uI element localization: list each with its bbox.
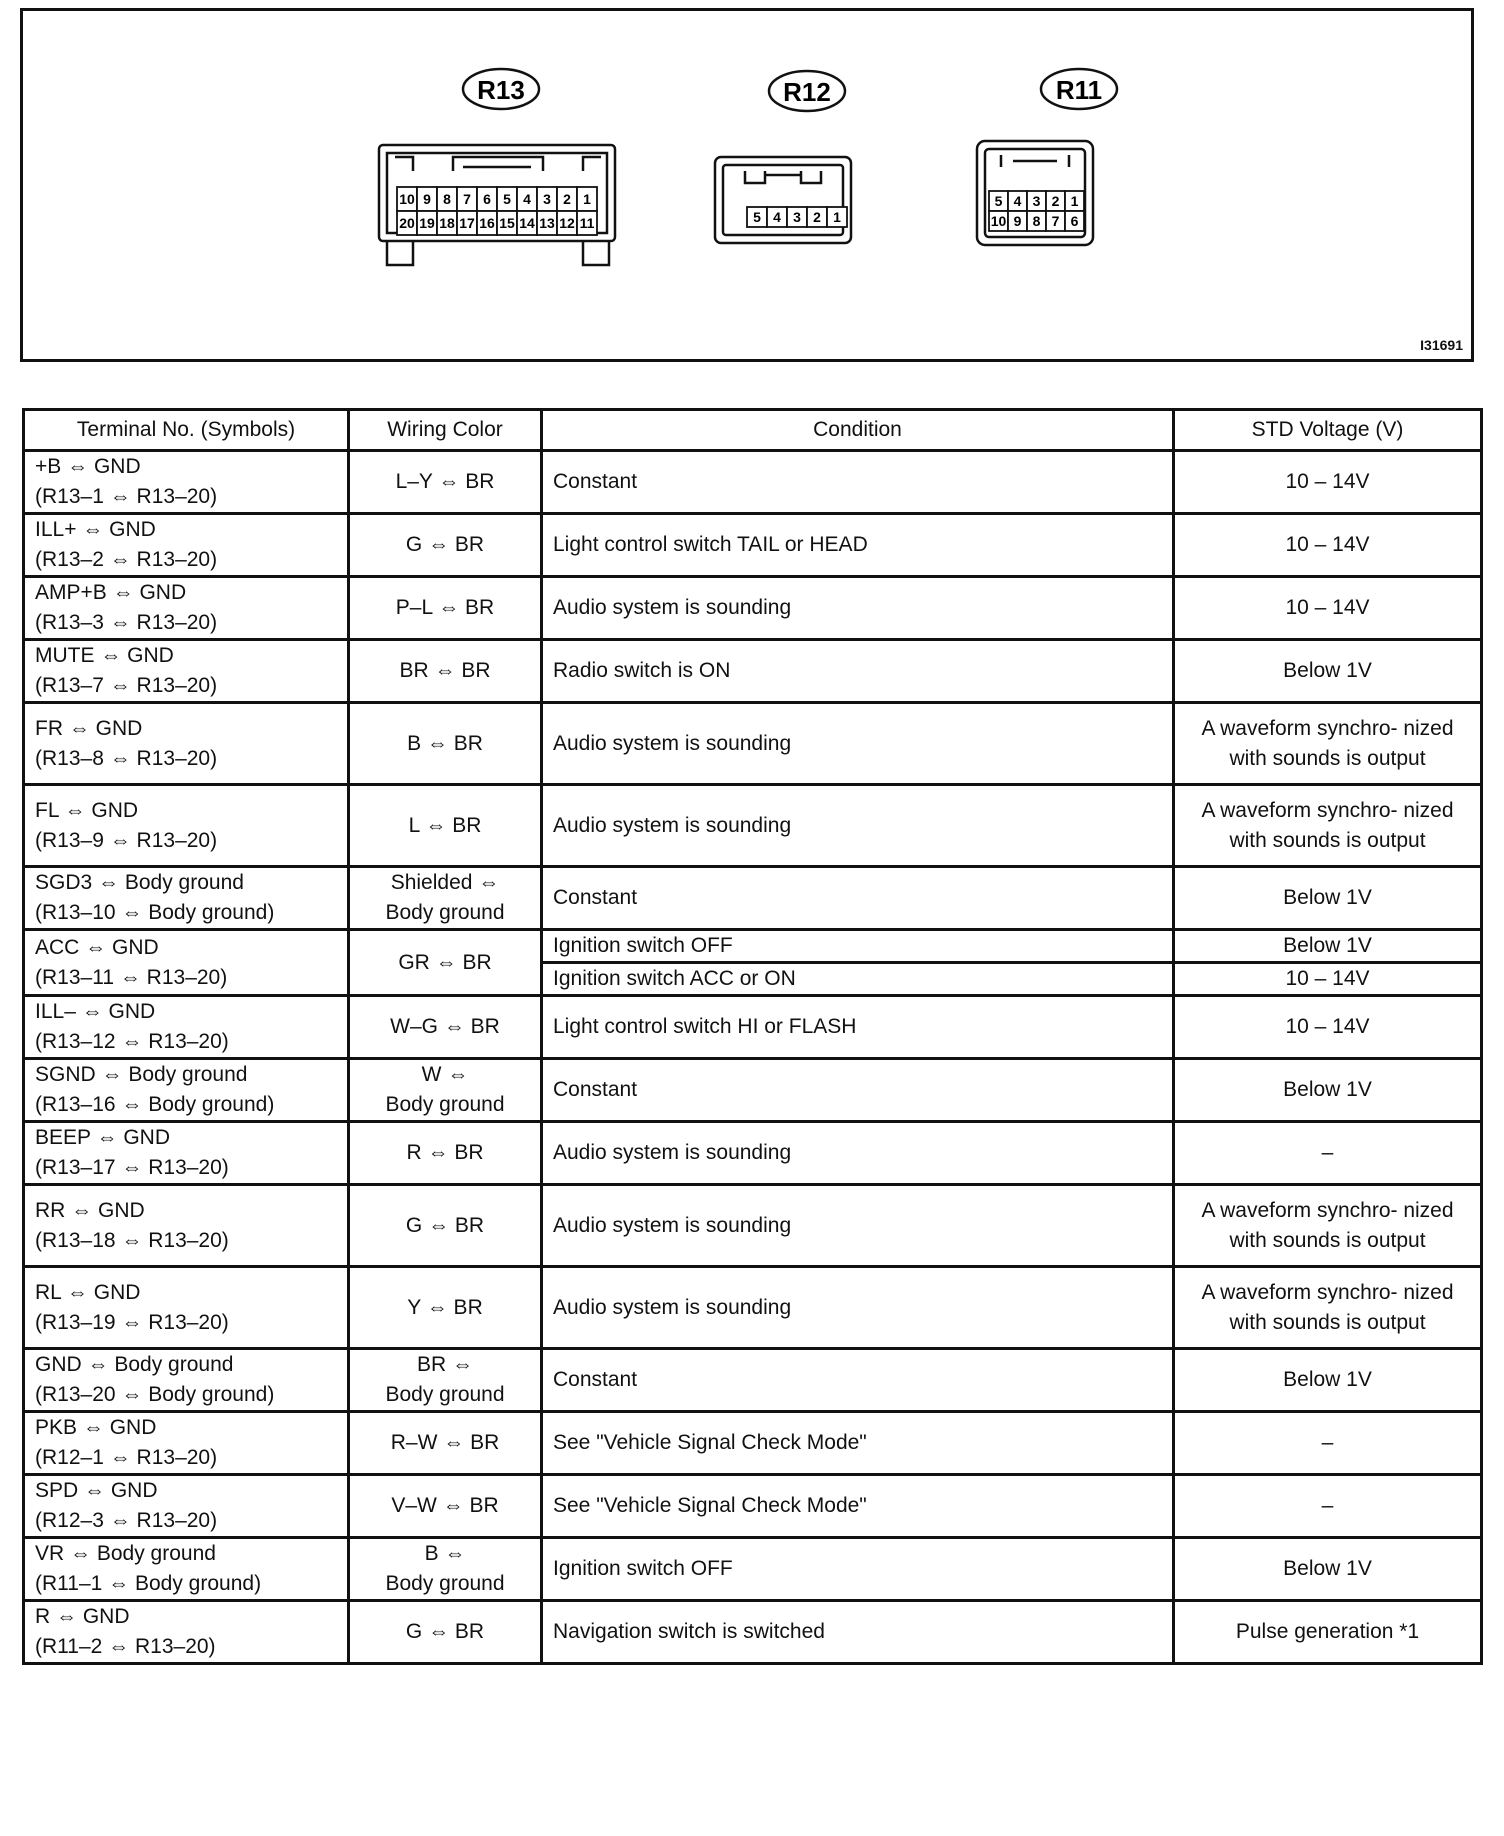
pin-number: 3 (793, 209, 801, 225)
pin-number: 8 (1032, 213, 1041, 229)
terminal-symbols: MUTE ⇔ GND (35, 644, 174, 667)
std-voltage-cell: – (1174, 1475, 1482, 1538)
pin-number: 6 (1070, 213, 1079, 229)
wiring-color: V–W ⇔ BR (391, 1494, 499, 1517)
terminal-cell (24, 451, 349, 514)
table-row (24, 1267, 1482, 1349)
pin-number: 12 (559, 215, 575, 231)
terminal-symbols: VR ⇔ Body ground (35, 1542, 216, 1565)
wiring-color-cell (349, 1538, 542, 1601)
wiring-color: R ⇔ BR (406, 1141, 484, 1164)
connector-figure (20, 8, 1474, 362)
terminal-numbers: (R13–20 ⇔ Body ground) (35, 1383, 275, 1406)
pin-number: 14 (519, 215, 535, 231)
condition-cell: Audio system is sounding (542, 1122, 1174, 1185)
table-row (24, 1122, 1482, 1185)
terminal-cell (24, 640, 349, 703)
condition-cell: Ignition switch OFF (542, 1538, 1174, 1601)
std-voltage-cell: A waveform synchro- nized with sounds is output (1174, 785, 1482, 867)
pin-number: 15 (499, 215, 515, 231)
pin-number: 20 (399, 215, 415, 231)
pin-number: 9 (423, 191, 431, 207)
terminal-symbols: ILL+ ⇔ GND (35, 518, 156, 541)
table-row (24, 1412, 1482, 1475)
terminal-numbers: (R13–11 ⇔ R13–20) (35, 965, 228, 989)
wiring-color: W–G ⇔ BR (390, 1015, 500, 1038)
pin-number: 3 (1032, 193, 1041, 209)
condition-cell: Audio system is sounding (542, 1185, 1174, 1267)
r13-label-text: R13 (477, 75, 525, 105)
pin-number: 6 (483, 191, 491, 207)
table-row (24, 996, 1482, 1059)
table-row (24, 1349, 1482, 1412)
condition-cell: Audio system is sounding (542, 1267, 1174, 1349)
std-voltage-cell: Below 1V (1174, 1059, 1482, 1122)
wiring-color: Y ⇔ BR (407, 1295, 483, 1319)
terminal-numbers: (R13–1 ⇔ R13–20) (35, 485, 218, 508)
connector-diagram (23, 11, 1471, 359)
pin-number: 1 (1070, 193, 1079, 209)
terminal-numbers: (R13–16 ⇔ Body ground) (35, 1093, 275, 1116)
std-voltage-cell: Below 1V (1174, 930, 1482, 963)
wiring-color-cell (349, 867, 542, 930)
terminal-cell (24, 785, 349, 867)
table-body (24, 451, 1482, 1664)
pin-number: 3 (543, 191, 551, 207)
terminal-cell (24, 1122, 349, 1185)
wiring-color: B ⇔ BR (407, 731, 483, 755)
pin-number: 13 (539, 215, 555, 231)
pin-number: 10 (990, 213, 1007, 229)
pin-number: 5 (503, 191, 511, 207)
condition-cell: See "Vehicle Signal Check Mode" (542, 1475, 1174, 1538)
terminal-cell (24, 577, 349, 640)
terminal-numbers: (R13–2 ⇔ R13–20) (35, 548, 218, 571)
wiring-color-cell (349, 1122, 542, 1185)
condition-cell: Constant (542, 1059, 1174, 1122)
std-voltage-cell: 10 – 14V (1174, 963, 1482, 996)
terminal-cell (24, 1059, 349, 1122)
pin-number: 2 (563, 191, 571, 207)
wiring-color: BR ⇔ BR (399, 659, 491, 682)
wiring-color-cell (349, 1412, 542, 1475)
terminal-cell (24, 703, 349, 785)
r12-label-text: R12 (783, 77, 831, 107)
condition-cell: Audio system is sounding (542, 785, 1174, 867)
wiring-color-line2: Body ground (385, 901, 505, 924)
std-voltage-cell: 10 – 14V (1174, 514, 1482, 577)
r13-label (463, 69, 539, 109)
terminal-numbers: (R13–18 ⇔ R13–20) (35, 1228, 229, 1252)
terminal-numbers: (R13–3 ⇔ R13–20) (35, 611, 218, 634)
std-voltage-cell: A waveform synchro- nized with sounds is output (1174, 1267, 1482, 1349)
table-row (24, 640, 1482, 703)
terminal-numbers: (R13–12 ⇔ R13–20) (35, 1030, 229, 1053)
pin-number: 17 (459, 215, 475, 231)
pin-number: 7 (1051, 213, 1060, 229)
terminal-symbols: RL ⇔ GND (35, 1280, 141, 1304)
r12-pin-grid (747, 207, 847, 227)
wiring-color: W ⇔ (421, 1063, 469, 1086)
table-row (24, 703, 1482, 785)
terminal-symbols: FR ⇔ GND (35, 716, 143, 740)
wiring-color-line2: Body ground (385, 1093, 505, 1116)
std-voltage-cell: 10 – 14V (1174, 451, 1482, 514)
wiring-color: GR ⇔ BR (398, 950, 492, 974)
condition-cell: Light control switch HI or FLASH (542, 996, 1174, 1059)
wiring-color-cell (349, 785, 542, 867)
wiring-color-cell (349, 1601, 542, 1664)
r12-connector (715, 157, 851, 243)
terminal-numbers: (R13–17 ⇔ R13–20) (35, 1156, 229, 1179)
terminal-symbols: R ⇔ GND (35, 1605, 130, 1628)
condition-cell: Ignition switch OFF (542, 930, 1174, 963)
header-condition: Condition (542, 410, 1174, 451)
condition-cell: Audio system is sounding (542, 577, 1174, 640)
table-header-row (24, 410, 1482, 451)
table-row (24, 1601, 1482, 1664)
condition-cell: Audio system is sounding (542, 703, 1174, 785)
table-row (24, 1538, 1482, 1601)
header-terminal: Terminal No. (Symbols) (24, 410, 349, 451)
std-voltage-cell: Below 1V (1174, 867, 1482, 930)
wiring-color-cell (349, 451, 542, 514)
r11-label (1041, 69, 1117, 109)
wiring-color: P–L ⇔ BR (395, 596, 495, 619)
pin-number: 5 (753, 209, 761, 225)
r13-pin-grid (397, 187, 597, 235)
figure-id: I31691 (1420, 337, 1463, 353)
wiring-color-cell (349, 996, 542, 1059)
terminal-symbols: PKB ⇔ GND (35, 1416, 157, 1439)
wiring-color-cell (349, 514, 542, 577)
wiring-color-cell (349, 1267, 542, 1349)
header-std-voltage: STD Voltage (V) (1174, 410, 1482, 451)
std-voltage-cell: Below 1V (1174, 640, 1482, 703)
condition-cell: Constant (542, 867, 1174, 930)
condition-cell: Constant (542, 1349, 1174, 1412)
wiring-color-line2: Body ground (385, 1572, 505, 1595)
terminal-numbers: (R11–1 ⇔ Body ground) (35, 1572, 262, 1595)
pin-number: 2 (1051, 193, 1060, 209)
terminal-symbols: ILL– ⇔ GND (35, 1000, 156, 1023)
condition-cell: Ignition switch ACC or ON (542, 963, 1174, 996)
wiring-color-cell (349, 577, 542, 640)
terminal-numbers: (R13–19 ⇔ R13–20) (35, 1310, 229, 1334)
terminal-cell (24, 1267, 349, 1349)
wiring-color: G ⇔ BR (405, 533, 485, 556)
terminal-symbols: GND ⇔ Body ground (35, 1353, 234, 1376)
terminal-cell (24, 1349, 349, 1412)
r11-label-text: R11 (1055, 75, 1103, 105)
std-voltage-cell: A waveform synchro- nized with sounds is output (1174, 1185, 1482, 1267)
terminal-cell (24, 1538, 349, 1601)
terminal-numbers: (R12–3 ⇔ R13–20) (35, 1509, 218, 1532)
std-voltage-cell: 10 – 14V (1174, 577, 1482, 640)
terminal-cell (24, 930, 349, 996)
pin-number: 7 (463, 191, 471, 207)
table-row (24, 1059, 1482, 1122)
condition-cell: Navigation switch is switched (542, 1601, 1174, 1664)
pin-number: 4 (773, 209, 781, 225)
wiring-color-cell (349, 1059, 542, 1122)
header-wiring-color: Wiring Color (349, 410, 542, 451)
std-voltage-cell: 10 – 14V (1174, 996, 1482, 1059)
condition-cell: Constant (542, 451, 1174, 514)
table-row (24, 867, 1482, 930)
table-row (24, 451, 1482, 514)
terminal-symbols: SGND ⇔ Body ground (35, 1063, 248, 1086)
wiring-color-cell (349, 1185, 542, 1267)
pin-number: 9 (1013, 213, 1022, 229)
table-row (24, 785, 1482, 867)
wiring-color: G ⇔ BR (405, 1213, 485, 1237)
table-row (24, 930, 1482, 963)
std-voltage-cell: – (1174, 1412, 1482, 1475)
pin-number: 10 (399, 191, 415, 207)
table-row (24, 1475, 1482, 1538)
terminal-numbers: (R12–1 ⇔ R13–20) (35, 1446, 218, 1469)
pin-number: 1 (833, 209, 841, 225)
terminal-symbols: +B ⇔ GND (35, 455, 141, 478)
r11-pin-grid (989, 191, 1084, 231)
wiring-color: G ⇔ BR (405, 1620, 485, 1643)
terminal-cell (24, 514, 349, 577)
pin-number: 18 (439, 215, 455, 231)
pin-number: 1 (583, 191, 591, 207)
terminal-table (22, 408, 1483, 1665)
terminal-numbers: (R13–10 ⇔ Body ground) (35, 901, 275, 924)
terminal-cell (24, 996, 349, 1059)
terminal-symbols: SGD3 ⇔ Body ground (35, 871, 244, 894)
terminal-symbols: RR ⇔ GND (35, 1198, 145, 1222)
wiring-color-cell (349, 1349, 542, 1412)
wiring-color: B ⇔ (424, 1542, 466, 1565)
terminal-numbers: (R13–7 ⇔ R13–20) (35, 674, 218, 697)
condition-cell: Light control switch TAIL or HEAD (542, 514, 1174, 577)
terminal-cell (24, 1601, 349, 1664)
pin-number: 4 (1013, 193, 1022, 209)
condition-cell: See "Vehicle Signal Check Mode" (542, 1412, 1174, 1475)
r12-label (769, 71, 845, 111)
pin-number: 8 (443, 191, 451, 207)
std-voltage-cell: Below 1V (1174, 1538, 1482, 1601)
table-row (24, 1185, 1482, 1267)
wiring-color-cell (349, 703, 542, 785)
pin-number: 11 (579, 215, 595, 231)
wiring-color: L–Y ⇔ BR (395, 470, 495, 493)
terminal-numbers: (R11–2 ⇔ R13–20) (35, 1635, 216, 1658)
wiring-color-cell (349, 1475, 542, 1538)
terminal-cell (24, 867, 349, 930)
terminal-cell (24, 1185, 349, 1267)
pin-number: 2 (813, 209, 821, 225)
terminal-symbols: ACC ⇔ GND (35, 935, 159, 959)
condition-cell: Radio switch is ON (542, 640, 1174, 703)
table-row (24, 514, 1482, 577)
terminal-symbols: SPD ⇔ GND (35, 1479, 158, 1502)
std-voltage-cell: Below 1V (1174, 1349, 1482, 1412)
std-voltage-cell: – (1174, 1122, 1482, 1185)
wiring-color-cell (349, 930, 542, 996)
terminal-symbols: FL ⇔ GND (35, 798, 139, 822)
pin-number: 19 (419, 215, 435, 231)
terminal-cell (24, 1475, 349, 1538)
terminal-symbols: AMP+B ⇔ GND (35, 581, 187, 604)
pin-number: 16 (479, 215, 495, 231)
table-row (24, 577, 1482, 640)
terminal-numbers: (R13–9 ⇔ R13–20) (35, 828, 218, 852)
wiring-color-cell (349, 640, 542, 703)
terminal-cell (24, 1412, 349, 1475)
pin-number: 4 (523, 191, 531, 207)
terminal-symbols: BEEP ⇔ GND (35, 1126, 170, 1149)
pin-number: 5 (994, 193, 1003, 209)
wiring-color: L ⇔ BR (408, 813, 482, 837)
std-voltage-cell: Pulse generation *1 (1174, 1601, 1482, 1664)
wiring-color: BR ⇔ (416, 1353, 473, 1376)
wiring-color: Shielded ⇔ (390, 871, 500, 894)
std-voltage-cell: A waveform synchro- nized with sounds is output (1174, 703, 1482, 785)
wiring-color: R–W ⇔ BR (390, 1431, 500, 1454)
terminal-numbers: (R13–8 ⇔ R13–20) (35, 746, 218, 770)
wiring-color-line2: Body ground (385, 1383, 505, 1406)
